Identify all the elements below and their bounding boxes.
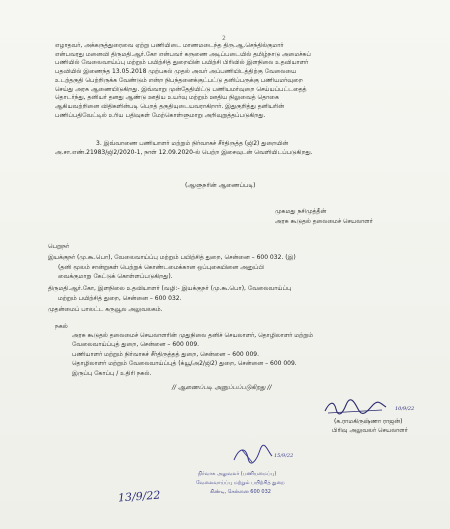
body-line: ஆகியவற்றினை விதிகளின்படி பெறத் தகுதியுடையவராகிறார். இதுகுறித்து தனியரின் xyxy=(55,102,285,110)
handwritten-date: 13/9/22 xyxy=(117,488,161,505)
recipients-heading: பெறுநர் xyxy=(48,243,70,250)
body-line: எழாதவர், அக்கருத்துரைவை ஏற்று பணியிடை மாணமடைந்த திரு.ஆ.செந்தில்குமார் xyxy=(55,42,284,49)
copy-line: அரசு கூடுதல் தலைமைச் செயலாளரின் முதுநிலை தனிச் செயலாளர், தொழிலாளர் மற்றும் xyxy=(72,332,314,339)
body-line: பணியில் வேலைவாய்ப்பு மற்றும் பயிற்சித் துறையின் பயிற்சி பிரிவில் இளநிலை உதவியாளர் xyxy=(55,59,309,67)
recipient-line: இயக்குநர் (மு.கூ.பொ), வேலைவாய்ப்பு மற்றும் பயிற்சித் துறை, சென்னை – 600 032. (இ) xyxy=(48,254,296,261)
stamp-line-1: நிர்வாக அலுவலர் (பணியமைப்பு) xyxy=(198,471,277,477)
body-line: தொடர்ந்து, தனியர் தனது ஆண்டு ஊதிய உயர்வு மற்றும் ஊதிய நிலுவைத் தொகை xyxy=(55,94,279,102)
copy-line: பணியாளர் மற்றும் நிர்வாகச் சீர்திருத்தத் துறை, சென்னை – 600 009. xyxy=(72,351,260,358)
stamp-date: 15/9/22 xyxy=(274,453,294,459)
copy-line: தொழிலாளர் மற்றும் வேலைவாய்ப்புத் (க்யூ/அ2/ஜி2) துறை, சென்னை – 600 009. xyxy=(72,360,297,367)
body-line: பணிப்பதிவேட்டில் உரிய பதிவுகள் மேற்கொள்ளுமாறு அறிவுறுத்தப்படுகிறது. xyxy=(55,111,266,119)
recipient-line: முதன்மைப் பாலட்ட கருவூல அலுவலகம். xyxy=(48,306,163,313)
recipient-line: (தனி மூலம் சான்றுகள் பெற்றுக் கொண்டமைக்கான ஒப்புகையினை அனுப்பி xyxy=(58,264,264,271)
stamp-signature-scrawl xyxy=(232,444,274,466)
recipient-line: திருமதி.ஆர்.கோ, இளநிலை உதவியாளர் (வழி:- இயக்குநர் (மு.கூ.பொ), வேலைவாய்ப்பு xyxy=(48,285,292,292)
forwarded-line: // ஆணைப்படி அனுப்பப்படுகிறது // xyxy=(172,384,272,391)
stamp-line-3: கிண்டி, சென்னை 600 032 xyxy=(210,489,271,495)
body-line: பதவியில் இணைந்த 13.05.2018 முற்பகல் முதல் அவர் அப்பணியிடத்திற்கு வேலையை xyxy=(55,68,297,76)
stamp-line-2: வேலைவாய்ப்பு மற்றும் பயிற்சித் துறை xyxy=(196,480,285,486)
signature-scrawl xyxy=(322,397,392,419)
page-number: 2 xyxy=(222,35,226,42)
signatory-name: முகமது நசிமுத்தீன் xyxy=(275,208,327,215)
body-line: என்பவரது மனைவி திருமதி.ஆர்.கோ என்பவர் கருணை அடிப்படையில் தமிழ்நாடு அமைச்சுப் xyxy=(55,50,311,58)
signature-title: பிரிவு அலுவலர் செயலாளர் xyxy=(332,427,408,434)
body-paragraph-1 xyxy=(55,42,411,120)
signatory-title: அரசு கூடுதல் தலைமைச் செயலாளர் xyxy=(275,218,373,225)
signature-date: 10/9/22 xyxy=(395,406,415,412)
body-line: உடற்தகுதி பெற்றிருக்க வேண்டும் என்ற நிபந்தனைக்குட்பட்டு தனிப்பருக்கு பணியமர்வுறை xyxy=(55,76,303,84)
copy-heading: நகல் xyxy=(55,323,68,330)
body-line: செய்து அரசு ஆணையிடுகிறது. இவ்வாறு முன்தேதியிட்டு பணியமர்வுறை செய்யப்பட்டதைத் xyxy=(55,85,307,93)
copy-line: இருப்பு கோப்பு / உதிரி நகல். xyxy=(72,370,152,377)
recipient-line: வைக்குமாறு கேட்டுக் கொள்ளப்படுகிறது). xyxy=(58,273,173,280)
recipient-line: மற்றும் பயிற்சித் துறை, சென்னை – 600 032. xyxy=(58,295,182,302)
body-paragraph-2-line-1: 3. இவ்வாணை பணியாளர் மற்றும் நிர்வாகச் சீர்திருத்த (ஜி2) துறையின் xyxy=(96,140,289,147)
order-line: (ஆளுநரின் ஆணைப்படி) xyxy=(185,182,256,189)
signature-name: (க.ராமகிருஷ்ணா ராஜன்) xyxy=(334,418,403,425)
copy-line: வேலைவாய்ப்புத் துறை, சென்னை – 600 009. xyxy=(72,341,200,348)
body-paragraph-2-line-2: அ.சா.எண்.21983/ஜி2/2020-1, நாள் 12.09.2020-ல் பெற்ற இசைவுடன் வெளியிடப்படுகிறது. xyxy=(55,149,313,156)
